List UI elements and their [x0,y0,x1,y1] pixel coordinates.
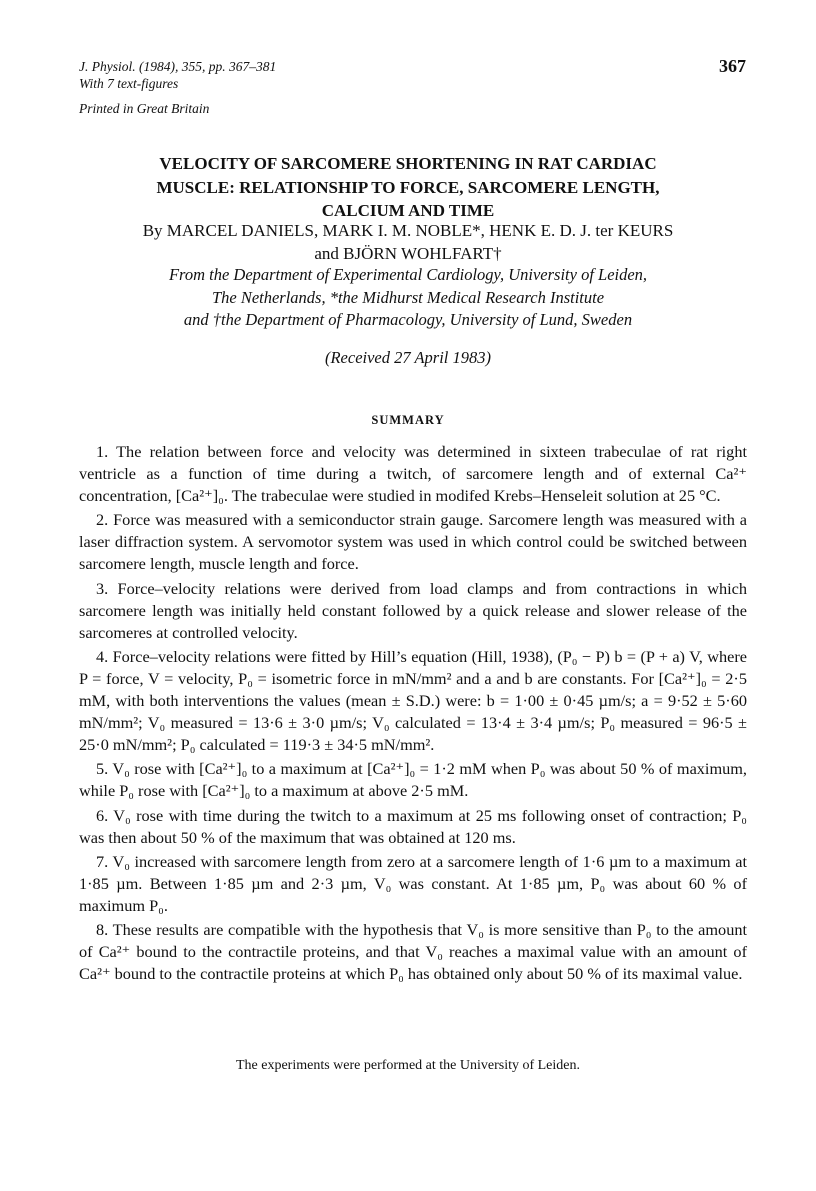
affiliations [60,264,756,332]
author-line: and BJÖRN WOHLFART† [314,244,502,263]
figure-count: With 7 text-figures [79,76,179,91]
title-line: MUSCLE: RELATIONSHIP TO FORCE, SARCOMERE LENGTH, [156,177,660,197]
title-line: CALCIUM AND TIME [321,201,495,220]
affiliation-line: and †the Department of Pharmacology, University of Lund, Sweden [183,310,633,329]
journal-header [79,58,276,117]
received-date: (Received 27 April 1983) [324,348,491,367]
author-line: By MARCEL DANIELS, MARK I. M. NOBLE*, HENK E. D. J. ter KEURS [142,221,674,240]
author-list [60,219,756,265]
summary-paragraph: 5. V₀ rose with [Ca²⁺]₀ to a maximum at [Ca²⁺]₀ = 1·2 mM when P₀ was about 50 % of maximum, while P₀ rose with [Ca²⁺]₀ to a maximum at above 2·5 mM. [79,759,747,801]
summary-paragraph: 3. Force–velocity relations were derived from load clamps and from contractions in which sarcomere length was initially held constant followed by a quick release and slower release of the sarcomeres at controlled velocity. [79,578,747,642]
summary-paragraph: 4. Force–velocity relations were fitted by Hill’s equation (Hill, 1938), (P₀ − P) b = (P + a) V, where P = force, V = velocity, P₀ = isometric force in mN/mm² and a and b are constants. For [Ca²⁺]₀ = 2·5 mM, with both interventions the values (mean ± S.D.) were: b = 1·00 ± 0·45 µm/s; a = 9·52 ± 5·60 mN/mm²; V₀ measured = 13·6 ± 3·0 µm/s; V₀ calculated = 13·4 ± 3·4 µm/s; P₀ measured = 96·5 ± 25·0 mN/mm²; P₀ calculated = 119·3 ± 34·5 mN/mm². [79,646,747,755]
affiliation-line: From the Department of Experimental Cardiology, University of Leiden, [168,265,648,284]
summary-heading: SUMMARY [371,413,445,427]
footer-note: The experiments were performed at the University of Leiden. [235,1058,581,1073]
summary-paragraph: 8. These results are compatible with the hypothesis that V₀ is more sensitive than P₀ to the amount of Ca²⁺ bound to the contractile proteins, and that V₀ reaches a maximal value with an amount of Ca²⁺ bound to the contractile proteins at which P₀ has obtained only about 50 % of its maximal value. [79,919,747,984]
printed-location: Printed in Great Britain [79,101,210,116]
affiliation-line: The Netherlands, *the Midhurst Medical Research Institute [211,287,605,307]
article-title [60,152,756,223]
journal-citation: J. Physiol. (1984), 355, pp. 367–381 [79,59,277,74]
summary-paragraph: 1. The relation between force and velocity was determined in sixteen trabeculae of rat right ventricle as a function of time during a twitch, of sarcomere length and of external Ca²⁺ concentration, [Ca²⁺]₀. The trabeculae were studied in modifed Krebs–Henseleit solution at 25 °C. [79,442,747,506]
page-number: 367 [719,56,746,76]
title-line: VELOCITY OF SARCOMERE SHORTENING IN RAT CARDIAC [159,154,657,173]
summary-paragraph: 7. V₀ increased with sarcomere length from zero at a sarcomere length of 1·6 µm to a maximum at 1·85 µm. Between 1·85 µm and 2·3 µm, V₀ was constant. At 1·85 µm, P₀ was about 60 % of maximum P₀. [79,851,747,915]
summary-paragraph: 2. Force was measured with a semiconductor strain gauge. Sarcomere length was measured with a laser diffraction system. A servomotor system was used in which control could be switched between sarcomere length, muscle length and force. [79,510,747,574]
summary-paragraph: 6. V₀ rose with time during the twitch to a maximum at 25 ms following onset of contraction; P₀ was then about 50 % of the maximum that was obtained at 120 ms. [79,805,747,847]
summary-body [79,441,747,987]
